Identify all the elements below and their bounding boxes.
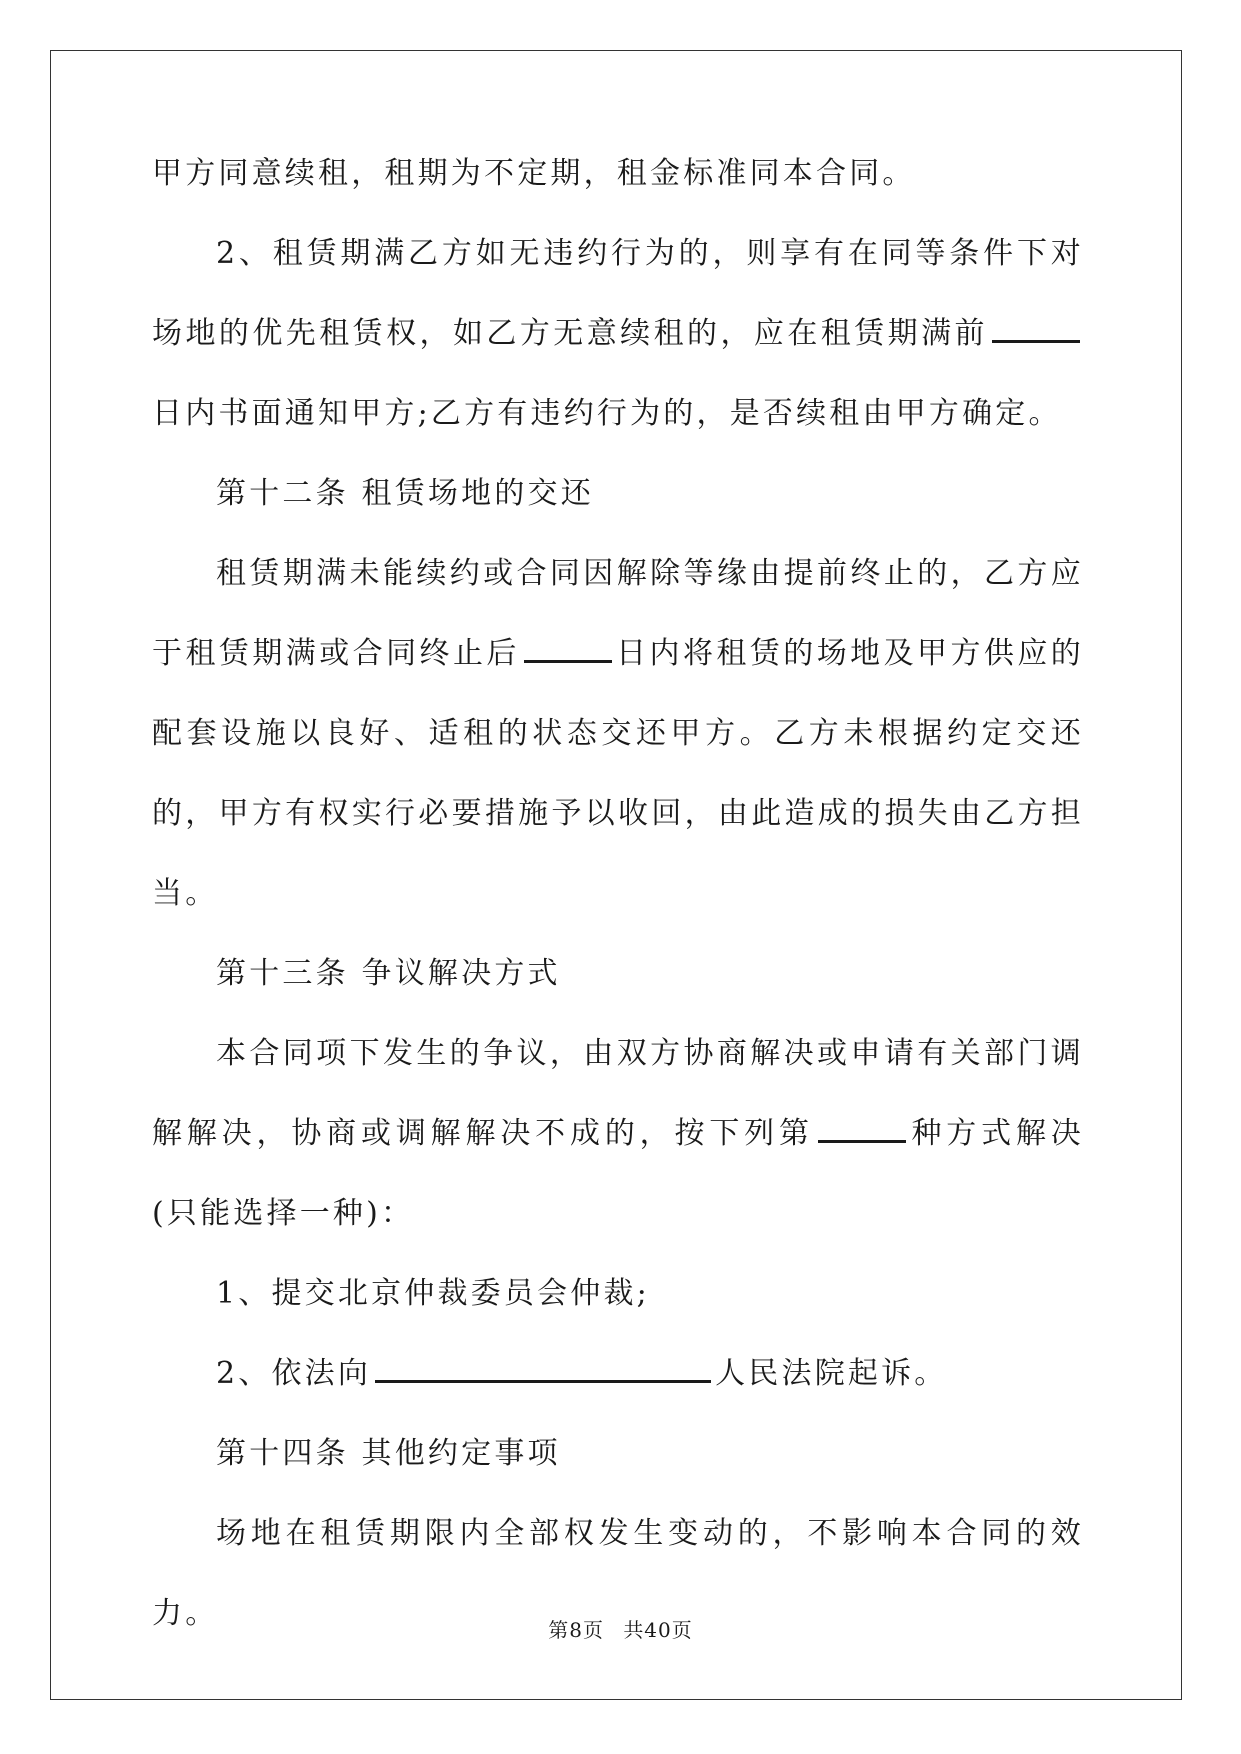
paragraph-renewal-priority [152,214,1084,454]
paragraph-text: 种方式解决(只能选择一种)： [152,1116,1084,1231]
document-body [152,156,1084,1654]
article-heading-14 [152,1414,1084,1494]
paragraph-text: 人民法院起诉。 [715,1356,948,1391]
heading-text: 第十二条 租赁场地的交还 [216,476,594,511]
paragraph-text: 1、提交北京仲裁委员会仲裁; [216,1276,650,1311]
paragraph-text: 本合同项下发生的争议，由双方协商解决或申请有关部门调解解决，协商或调解解决不成的，按下列第 [152,1036,1084,1151]
paragraph-continuation [152,134,1084,214]
heading-text: 第十三条 争议解决方式 [216,956,561,991]
fill-in-blank[interactable] [992,316,1080,343]
paragraph-text: 场地在租赁期限内全部权发生变动的，不影响本合同的效力。 [152,1516,1084,1631]
page-total: 共40页 [623,1618,693,1642]
heading-text: 第十四条 其他约定事项 [216,1436,561,1471]
fill-in-blank[interactable] [375,1356,711,1383]
paragraph-text: 租赁期满未能续约或合同因解除等缘由提前终止的，乙方应于租赁期满或合同终止后 [152,556,1084,671]
paragraph-return-premises [152,534,1084,934]
page-number: 第8页 [548,1618,604,1642]
paragraph-text: 日内将租赁的场地及甲方供应的配套设施以良好、适租的状态交还甲方。乙方未根据约定交还的，甲方有权实行必要措施予以收回，由此造成的损失由乙方担当。 [152,636,1084,911]
paragraph-text: 甲方同意续租，租期为不定期，租金标准同本合同。 [152,156,916,191]
fill-in-blank[interactable] [818,1116,906,1143]
option-arbitration [152,1254,1084,1334]
page-footer [0,1614,1241,1643]
paragraph-text: 2、依法向 [216,1356,372,1391]
option-court [152,1334,1084,1414]
paragraph-text: 日内书面通知甲方;乙方有违约行为的，是否续租由甲方确定。 [152,396,1062,431]
paragraph-dispute-resolution [152,1014,1084,1254]
paragraph-text: 2、租赁期满乙方如无违约行为的，则享有在同等条件下对场地的优先租赁权，如乙方无意续租的，应在租赁期满前 [152,236,1084,351]
article-heading-13 [152,934,1084,1014]
fill-in-blank[interactable] [524,636,612,663]
article-heading-12 [152,454,1084,534]
